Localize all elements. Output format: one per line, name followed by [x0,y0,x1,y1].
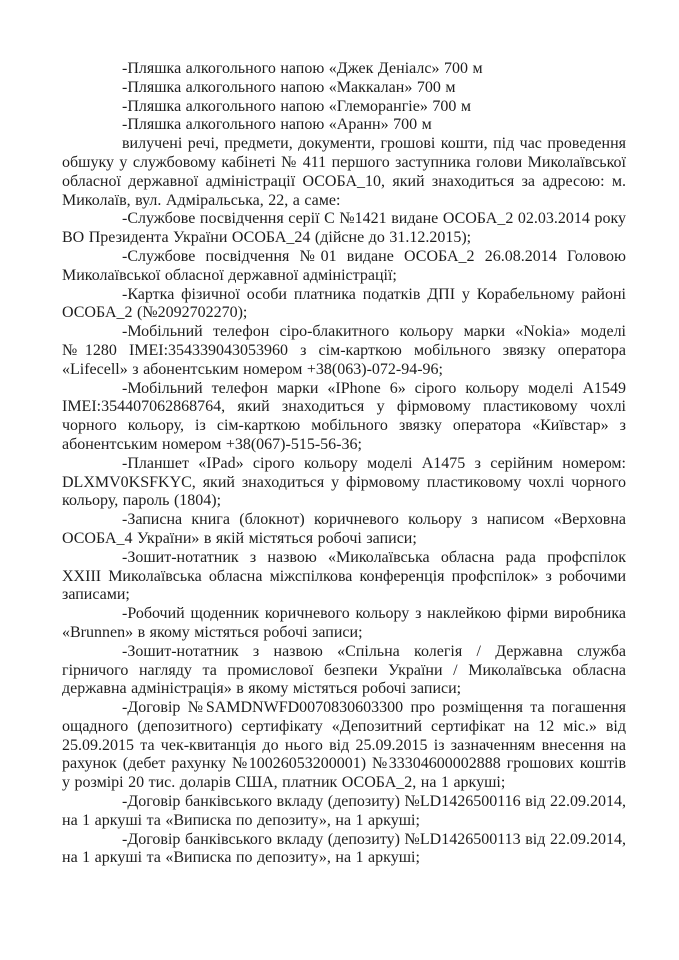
document-paragraph: -Пляшка алкогольного напою «Маккалан» 700 м [122,78,456,96]
document-paragraph: -Пляшка алкогольного напою «Аранн» 700 м [122,116,432,134]
document-text-block [62,60,626,868]
document-paragraph: -Службове посвідчення №01 видане ОСОБА_2 26.08.2014 Головою Миколаївської обласної державної адміністрації; [62,247,626,284]
document-paragraph: -Зошит-нотатник з назвою «Миколаївська обласна рада профспілок XXIII Миколаївська обласна міжспілкова конференція профспілок» з робочими записами; [62,548,626,604]
document-paragraph: -Договір банківського вкладу (депозиту) №LD1426500113 від 22.09.2014, на 1 аркуші та «Виписка по депозиту», на 1 аркуші; [62,830,626,867]
document-paragraph: -Мобільний телефон сіро-блакитного кольору марки «Nokia» моделі №1280 IMEI:354339043053960 з сім-карткою мобільного звязку оператора «Lifecell» з абонентським номером +38(063)-072-94-96; [62,323,626,378]
document-paragraph: -Договір №SAMDNWFD0070830603300 про розміщення та погашення ощадного (депозитного) сертифікату «Депозитний сертифікат на 12 міс.» від 25.09.2015 та чек-квитанція до нього від 25.09.2015 із зазначенням внесення на рахунок (дебет рахунку №10026053200001) №33304600002888 грошових коштів у розмірі 20 тис. доларів США, платник ОСОБА_2, на 1 аркуші; [62,699,626,792]
document-paragraph: -Робочий щоденник коричневого кольору з наклейкою фірми виробника «Brunnen» в якому містяться робочі записи; [62,605,626,641]
document-paragraph: -Картка фізичної особи платника податків ДПІ у Корабельному районі ОСОБА_2 (№2092702270); [62,285,626,322]
document-paragraph: -Зошит-нотатник з назвою «Спільна колегія / Державна служба гірничого нагляду та промислової безпеки України / Миколаївська обласна державна адміністрація» в якому містяться робочі записи; [62,642,626,698]
document-paragraph: -Планшет «IPad» сірого кольору моделі А1475 з серійним номером: DLXMV0KSFKYC, який знаходиться у фірмовому пластиковому чохлі чорного кольору, пароль (1804); [62,454,626,510]
document-paragraph: -Записна книга (блокнот) коричневого кольору з написом «Верховна ОСОБА_4 України» в якій містяться робочі записи; [62,511,626,547]
document-paragraph: -Мобільний телефон марки «IPhone 6» сірого кольору моделі А1549 IMEI:354407062868764, який знаходиться у фірмовому пластиковому чохлі чорного кольору, із сім-карткою мобільного звязку оператора «Київстар» з абонентським номером +38(067)-515-56-36; [62,379,626,453]
document-paragraph: -Пляшка алкогольного напою «Джек Деніалс» 700 м [122,60,483,77]
document-paragraph: -Договір банківського вкладу (депозиту) №LD1426500116 від 22.09.2014, на 1 аркуші та «Виписка по депозиту», на 1 аркуші; [62,793,626,829]
document-paragraph: -Пляшка алкогольного напою «Глеморангіе» 700 м [122,97,471,115]
document-paragraph: -Службове посвідчення серії С №1421 видане ОСОБА_2 02.03.2014 року ВО Президента України ОСОБА_24 (дійсне до 31.12.2015); [62,210,626,247]
document-paragraph: вилучені речі, предмети, документи, грошові кошти, під час проведення обшуку у службовому кабінеті № 411 першого заступника голови Миколаївської обласної державної адміністрації ОСОБА_10, який знаходиться за адресою: м. Миколаїв, вул. Адміральська, 22, а саме: [62,135,626,209]
